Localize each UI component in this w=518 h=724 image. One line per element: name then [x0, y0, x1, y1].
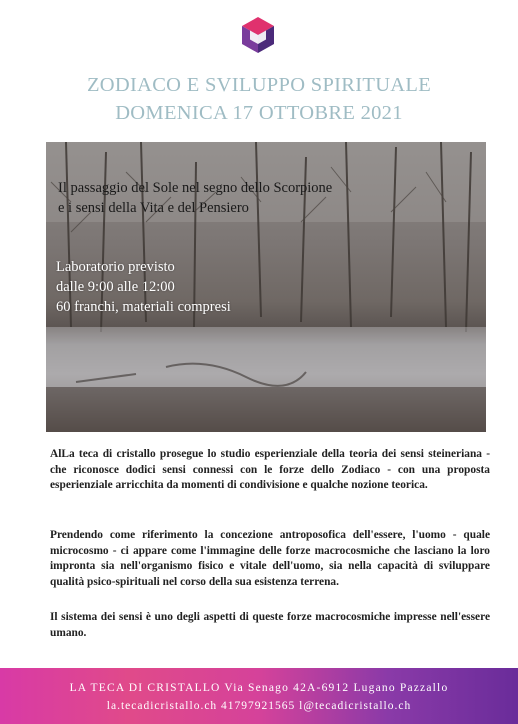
senses-paragraph: Il sistema dei sensi è uno degli aspetti di queste forze macrocosmiche impresse nell'essere umano.	[50, 611, 490, 639]
intro-paragraph: AlLa teca di cristallo prosegue lo studio esperienziale della teoria dei sensi steineriana - che riconosce dodici sensi connessi con le forze dello Zodiaco - con una proposta esperienziale arricchita da momenti di condivisione e qualche nozione teorica.	[50, 448, 490, 491]
event-subtitle-line2: e i sensi della Vita e del Pensiero	[58, 200, 249, 216]
workshop-price: 60 franchi, materiali compresi	[56, 299, 231, 315]
forest-photo	[46, 142, 486, 432]
logo-icon	[242, 17, 274, 53]
footer-contacts: la.tecadicristallo.ch 41797921565 l@tecadicristallo.ch	[106, 700, 412, 712]
workshop-time: dalle 9:00 alle 12:00	[56, 279, 175, 295]
concept-paragraph: Prendendo come riferimento la concezione antroposofica dell'essere, l'uomo - quale microcosmo - ci appare come l'immagine delle forze macrocosmiche che lasciano la loro impronta sia nell'organismo fisico e vitale dell'uomo, sia nella capacità di sviluppare qualità psico-spirituali nel corso della sua esistenza terrena.	[50, 529, 490, 588]
footer-address: LA TECA DI CRISTALLO Via Senago 42A-6912 Lugano Pazzallo	[69, 682, 449, 694]
workshop-label: Laboratorio previsto	[56, 259, 175, 275]
page-title: ZODIACO E SVILUPPO SPIRITUALE	[86, 74, 432, 96]
event-date: DOMENICA 17 OTTOBRE 2021	[115, 102, 403, 124]
footer-banner	[0, 668, 518, 724]
event-subtitle-line1: Il passaggio del Sole nel segno dello Scorpione	[58, 180, 333, 196]
